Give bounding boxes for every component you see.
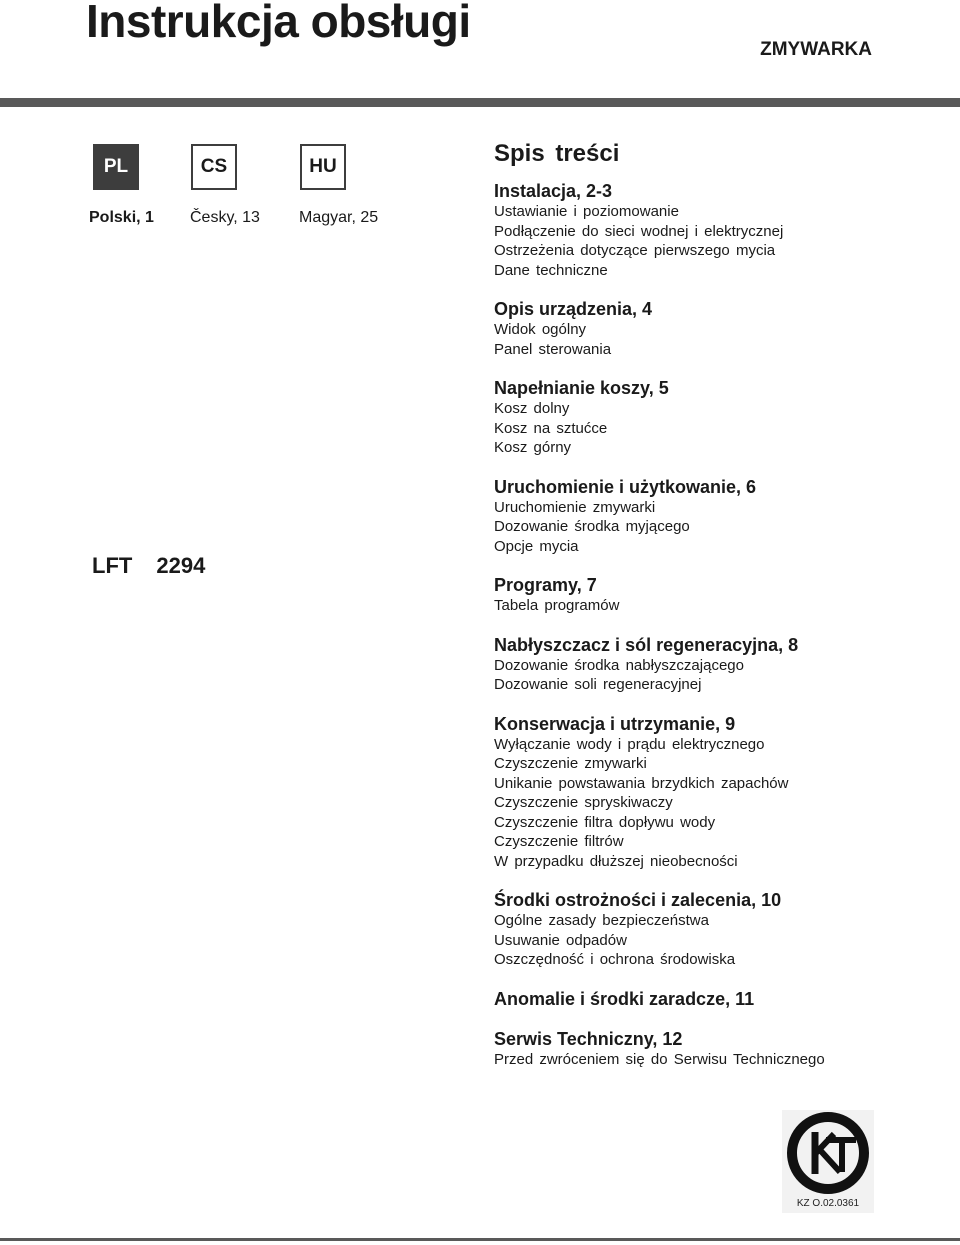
toc-item: Kosz górny <box>494 439 572 456</box>
toc-section <box>494 1028 934 1070</box>
toc-item: Podłączenie do sieci wodnej i elektrycznej <box>494 222 784 240</box>
toc-heading: Opis urządzenia, 4 <box>494 299 653 319</box>
certification-code: KZ O.02.0361 <box>796 1198 860 1209</box>
toc-item: Dozowanie środka myjącego <box>494 518 690 535</box>
toc-item: Panel sterowania <box>494 340 612 358</box>
language-code: CS <box>200 156 228 177</box>
toc-item: Opcje mycia <box>494 537 579 555</box>
toc-heading: Serwis Techniczny, 12 <box>494 1028 683 1049</box>
toc-item: Ustawianie i poziomowanie <box>494 203 679 220</box>
toc-section <box>494 634 934 695</box>
toc-heading: Programy, 7 <box>494 575 597 595</box>
language-page-ref-pl: Polski, 1 <box>89 209 154 226</box>
toc-item: Dane techniczne <box>494 261 608 279</box>
toc-section <box>494 988 934 1010</box>
language-tab-cs[interactable] <box>191 144 237 190</box>
toc-section <box>494 476 934 557</box>
toc-heading: Napełnianie koszy, 5 <box>494 378 669 398</box>
toc-item: Kosz na sztućce <box>494 419 608 437</box>
toc-heading: Nabłyszczacz i sól regeneracyjna, 8 <box>494 634 799 655</box>
language-code: PL <box>103 156 129 177</box>
toc-item: Kosz dolny <box>494 400 570 417</box>
toc-item: Czyszczenie filtrów <box>494 833 624 850</box>
toc-item: Czyszczenie spryskiwaczy <box>494 794 673 811</box>
toc-item: Dozowanie soli regeneracyjnej <box>494 676 702 693</box>
kt-certification-logo-icon <box>782 1110 874 1196</box>
toc-section <box>494 298 934 359</box>
header-divider <box>0 98 960 107</box>
toc-section <box>494 180 934 280</box>
language-page-ref-hu: Magyar, 25 <box>299 209 379 226</box>
toc-item: Widok ogólny <box>494 321 587 338</box>
toc-heading: Uruchomienie i użytkowanie, 6 <box>494 476 757 497</box>
model-number: LFT 2294 <box>92 553 206 578</box>
toc-section <box>494 713 934 872</box>
language-tab-hu[interactable] <box>300 144 346 190</box>
toc-item: Czyszczenie zmywarki <box>494 755 647 772</box>
table-of-contents <box>494 140 934 1087</box>
toc-item: Tabela programów <box>494 597 620 614</box>
footer-divider <box>0 1238 960 1241</box>
language-code: HU <box>309 156 337 177</box>
toc-section <box>494 889 934 970</box>
toc-item: Unikanie powstawania brzydkich zapachów <box>494 774 789 792</box>
product-type: ZMYWARKA <box>760 39 872 60</box>
toc-item: W przypadku dłuższej nieobecności <box>494 852 738 870</box>
toc-item: Dozowanie środka nabłyszczającego <box>494 656 744 674</box>
toc-item: Czyszczenie filtra dopływu wody <box>494 813 716 831</box>
document-title: Instrukcja obsługi <box>86 0 471 47</box>
toc-item: Ostrzeżenia dotyczące pierwszego mycia <box>494 242 776 259</box>
toc-section <box>494 574 934 616</box>
toc-heading: Konserwacja i utrzymanie, 9 <box>494 713 736 734</box>
toc-heading: Anomalie i środki zaradcze, 11 <box>494 988 755 1009</box>
toc-section <box>494 377 934 458</box>
toc-item: Oszczędność i ochrona środowiska <box>494 951 736 968</box>
toc-item: Przed zwróceniem się do Serwisu Technicznego <box>494 1050 825 1068</box>
toc-title: Spis treści <box>494 140 620 167</box>
language-tab-pl[interactable] <box>93 144 139 190</box>
language-page-ref-cs: Česky, 13 <box>190 209 260 226</box>
certification-logo <box>782 1110 874 1213</box>
toc-heading: Środki ostrożności i zalecenia, 10 <box>494 890 782 910</box>
toc-item: Uruchomienie zmywarki <box>494 498 656 516</box>
toc-item: Ogólne zasady bezpieczeństwa <box>494 912 709 929</box>
toc-heading: Instalacja, 2-3 <box>494 181 613 201</box>
toc-item: Usuwanie odpadów <box>494 931 627 949</box>
toc-item: Wyłączanie wody i prądu elektrycznego <box>494 735 765 753</box>
